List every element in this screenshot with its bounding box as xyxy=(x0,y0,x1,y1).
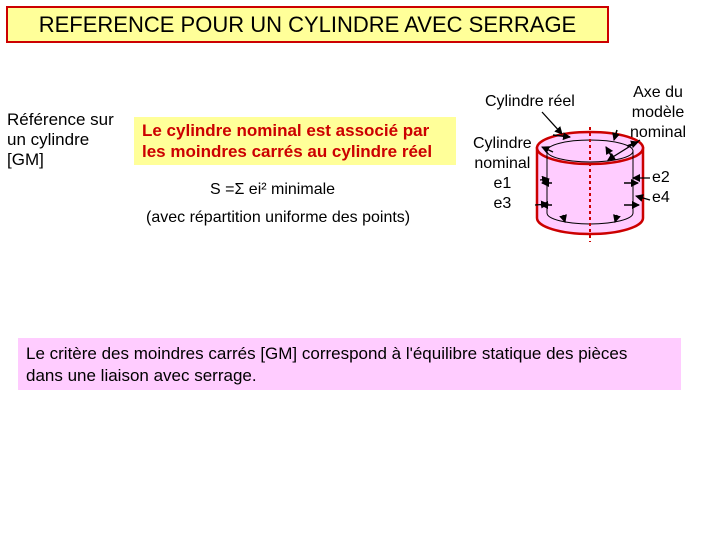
conclusion-line-1: Le critère des moindres carrés [GM] correspond à l'équilibre statique des pièces xyxy=(26,344,628,363)
e3-label: e3 xyxy=(493,195,512,212)
reference-line-2: un cylindre xyxy=(7,130,90,149)
e1-label: e1 xyxy=(493,175,512,192)
association-line-1: Le cylindre nominal est associé par xyxy=(142,121,430,140)
conclusion-line-2: dans une liaison avec serrage. xyxy=(26,366,257,385)
least-squares-formula: S =Σ ei² minimale xyxy=(210,181,336,198)
uniform-distribution-note: (avec répartition uniforme des points) xyxy=(146,209,411,226)
e2-label: e2 xyxy=(652,169,670,186)
page-title: REFERENCE POUR UN CYLINDRE AVEC SERRAGE xyxy=(38,11,577,37)
reference-line-3: [GM] xyxy=(7,150,44,169)
model-axis-label xyxy=(630,83,686,143)
axis-line-1: Axe du xyxy=(633,84,683,101)
axis-line-2: modèle xyxy=(631,104,685,121)
nominal-line-2: nominal xyxy=(474,155,531,172)
association-line-2: les moindres carrés au cylindre réel xyxy=(142,142,433,161)
real-cylinder-label: Cylindre réel xyxy=(485,93,575,110)
reference-line-1: Référence sur xyxy=(7,110,114,129)
e4-label: e4 xyxy=(652,189,670,206)
e2-e4-labels xyxy=(652,168,670,208)
conclusion-box xyxy=(18,338,681,390)
nominal-cylinder-label xyxy=(473,134,532,214)
nominal-line-1: Cylindre xyxy=(473,135,532,152)
axis-line-3: nominal xyxy=(630,124,687,141)
